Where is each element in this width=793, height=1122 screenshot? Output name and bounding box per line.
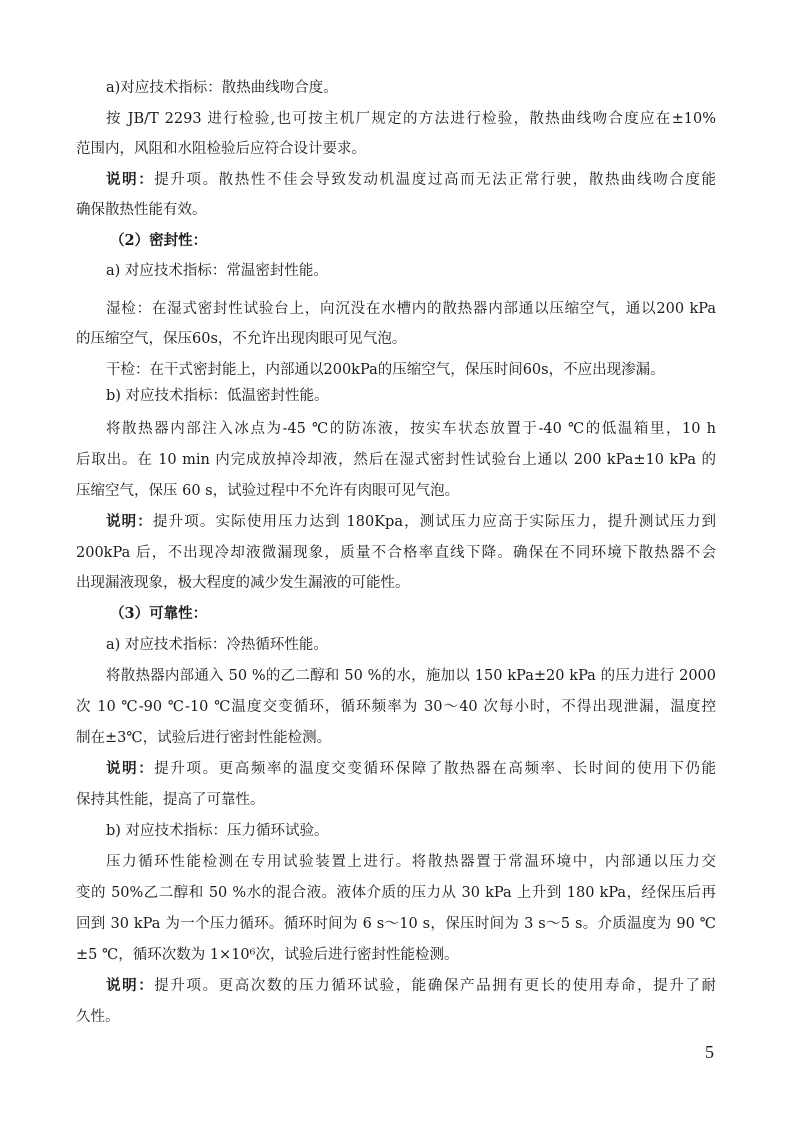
note-line — [106, 976, 716, 996]
note-label: 说明： — [106, 760, 155, 777]
text-line: a) 对应技术指标：常温密封性能。 — [106, 263, 328, 279]
section-heading: （3）可靠性： — [110, 605, 208, 622]
note-text: 提升项。散热性不佳会导致发动机温度过高而无法正常行驶，散热曲线吻合度能 — [154, 172, 717, 188]
text-line: b) 对应技术指标：低温密封性能。 — [106, 388, 329, 404]
page-number: 5 — [705, 1042, 714, 1062]
note-label: 说明： — [106, 513, 153, 530]
text-line: 将散热器内部注入冰点为-45 ℃的防冻液，按实车状态放置于-40 ℃的低温箱里，10 h — [106, 421, 716, 437]
note-line — [106, 759, 716, 779]
section-heading: （2）密封性： — [110, 232, 208, 249]
text-line: 干检：在干式密封能上，内部通以200kPa的压缩空气，保压时间60s，不应出现渗漏。 — [106, 362, 665, 378]
text-line: 变的 50%乙二醇和 50 %水的混合液。液体介质的压力从 30 kPa 上升到 180 kPa，经保压后再 — [76, 885, 716, 901]
text-line: 制在±3℃，试验后进行密封性能检测。 — [76, 730, 332, 746]
note-text: 提升项。实际使用压力达到 180Kpa，测试压力应高于实际压力，提升测试压力到 — [152, 514, 717, 530]
text-line: 的压缩空气，保压60s，不允许出现肉眼可见气泡。 — [76, 331, 407, 347]
text-line: 确保散热性能有效。 — [76, 202, 207, 218]
text-line: 回到 30 kPa 为一个压力循环。循环时间为 6 s～10 s，保压时间为 3 s～5 s。介质温度为 90 ℃ — [76, 916, 716, 932]
text-line: 湿检：在湿式密封性试验台上，向沉没在水槽内的散热器内部通以压缩空气，通以200 kPa — [106, 301, 716, 317]
note-line — [106, 512, 716, 532]
text-line: 后取出。在 10 min 内完成放掉冷却液，然后在湿式密封性试验台上通以 200 kPa±10 kPa 的 — [76, 452, 716, 468]
text-line: 保持其性能，提高了可靠性。 — [76, 792, 265, 808]
text-line: 范围内，风阻和水阻检验后应符合设计要求。 — [76, 141, 366, 157]
note-line — [106, 170, 716, 190]
text-line: 次 10 ℃-90 ℃-10 ℃温度交变循环，循环频率为 30～40 次每小时，不得出现泄漏，温度控 — [76, 699, 716, 715]
text-line: 久性。 — [76, 1009, 120, 1025]
text-line: 压缩空气，保压 60 s，试验过程中不允许有肉眼可见气泡。 — [76, 483, 460, 499]
text-line: a)对应技术指标：散热曲线吻合度。 — [106, 80, 338, 96]
text-line: 压力循环性能检测在专用试验装置上进行。将散热器置于常温环境中，内部通以压力交 — [106, 854, 716, 870]
note-text: 提升项。更高频率的温度交变循环保障了散热器在高频率、长时间的使用下仍能 — [154, 761, 717, 777]
text-line: b) 对应技术指标：压力循环试验。 — [106, 823, 329, 839]
text-line: 按 JB/T 2293 进行检验,也可按主机厂规定的方法进行检验，散热曲线吻合度应在±10% — [106, 111, 716, 127]
text-line: 将散热器内部通入 50 %的乙二醇和 50 %的水，施加以 150 kPa±20 kPa 的压力进行 2000 — [106, 668, 716, 684]
note-label: 说明： — [106, 171, 155, 188]
note-text: 提升项。更高次数的压力循环试验，能确保产品拥有更长的使用寿命，提升了耐 — [154, 978, 717, 994]
text-line: 200kPa 后，不出现冷却液微漏现象，质量不合格率直线下降。确保在不同环境下散热器不会 — [76, 545, 716, 561]
text-line: a) 对应技术指标：冷热循环性能。 — [106, 637, 328, 653]
note-label: 说明： — [106, 977, 155, 994]
text-line: ±5 ℃，循环次数为 1×10⁶次，试验后进行密封性能检测。 — [76, 947, 459, 963]
text-line: 出现漏液现象，极大程度的减少发生漏液的可能性。 — [76, 575, 410, 591]
